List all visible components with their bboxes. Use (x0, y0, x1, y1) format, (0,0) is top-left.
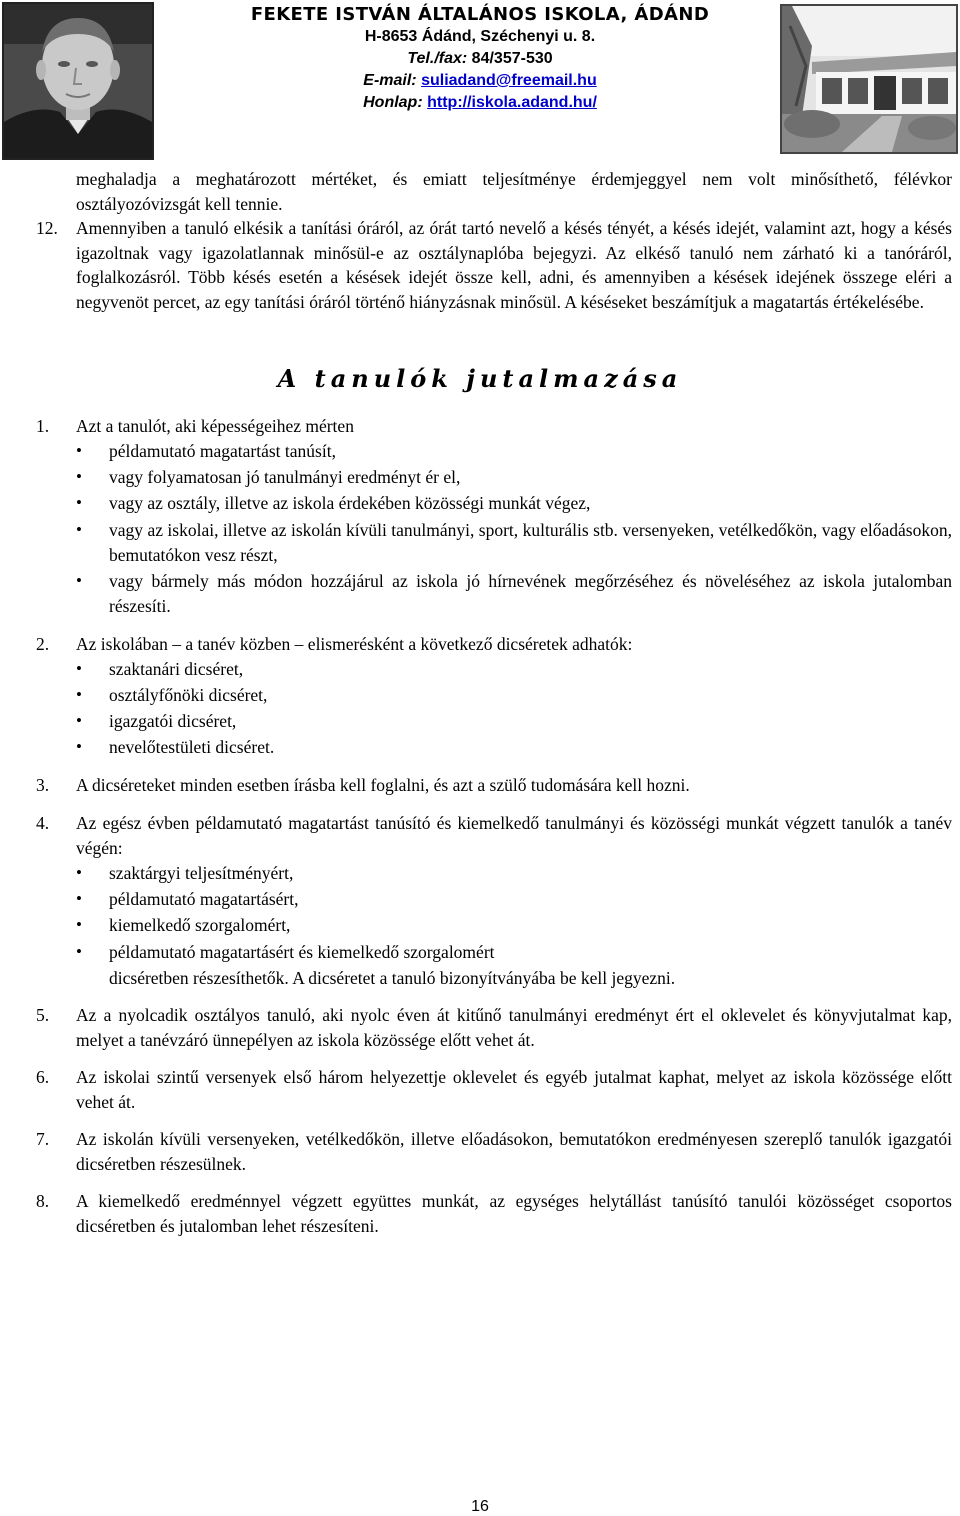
letterhead (190, 4, 770, 114)
phone-label: Tel./fax: (407, 50, 468, 67)
bullet-glyph: • (76, 441, 82, 460)
item-number-2: 2. (36, 634, 50, 654)
website-label: Honlap: (363, 94, 423, 111)
bullet-glyph: • (76, 942, 82, 961)
page-number: 16 (471, 1498, 489, 1515)
bullet-glyph: • (76, 467, 82, 486)
item-1-bullet-3: vagy az osztály, illetve az iskola érdekében közösségi munkát végez, (109, 493, 591, 513)
item-4-tail: dicséretben részesíthetők. A dicséretet a tanuló bizonyítványába be kell jegyezni. (109, 968, 676, 988)
item-1-lead: Azt a tanulót, aki képességeihez mérten (76, 416, 354, 436)
bullet-glyph: • (76, 737, 82, 756)
phone-value: 84/357-530 (471, 50, 553, 67)
school-phone (190, 48, 770, 70)
item-7-text: Az iskolán kívüli versenyeken, vetélkedőkön, illetve előadásokon, bemutatókon eredményesen szereplő tanulók igazgatói dicséretben részesülnek. (76, 1129, 952, 1174)
bullet-glyph: • (76, 889, 82, 908)
school-name: FEKETE ISTVÁN ÁLTALÁNOS ISKOLA, ÁDÁND (250, 4, 710, 25)
item-2-bullet-2: osztályfőnöki dicséret, (109, 685, 268, 705)
school-email (190, 70, 770, 92)
website-link[interactable]: http://iskola.adand.hu/ (427, 94, 597, 111)
item-2-bullet-1: szaktanári dicséret, (109, 659, 244, 679)
school-building-photo (780, 4, 958, 154)
item-5-text: Az a nyolcadik osztályos tanuló, aki nyolc éven át kitűnő tanulmányi eredményt ért el oklevelet és könyvjutalmat kap, melyet a tanévzáró ünnepélyen az iskola közössége előtt vehet át. (76, 1005, 952, 1050)
bullet-glyph: • (76, 571, 82, 590)
item-number-7: 7. (36, 1129, 50, 1149)
bullet-glyph: • (76, 711, 82, 730)
item-4-bullet-3: kiemelkedő szorgalomért, (109, 915, 291, 935)
item-8-text: A kiemelkedő eredménnyel végzett együttes munkát, az egységes helytállást tanúsító tanulói közösséget csoportos dicséretben és jutalomban lehet részesíteni. (76, 1191, 952, 1236)
item-4-bullet-2: példamutató magatartásért, (109, 889, 299, 909)
section-heading: A tanulók jutalmazása (277, 364, 683, 393)
item-1-bullet-4: vagy az iskolai, illetve az iskolán kívüli tanulmányi, sport, kulturális stb. versenyeken, vetélkedőkön, vagy előadásokon, bemutatókon vesz részt, (109, 520, 952, 565)
email-label: E-mail: (363, 72, 417, 89)
item-number-1: 1. (36, 416, 50, 436)
item-1-bullet-5: vagy bármely más módon hozzájárul az iskola jó hírnevének megőrzéséhez és növeléséhez az iskola jutalomban részesíti. (109, 571, 952, 616)
item-4-lead: Az egész évben példamutató magatartást tanúsító és kiemelkedő tanulmányi és közösségi munkát végzett tanulók a tanév végén: (76, 813, 952, 858)
bullet-glyph: • (76, 915, 82, 934)
portrait-image (2, 2, 154, 160)
item-12-text: Amennyiben a tanuló elkésik a tanítási óráról, az órát tartó nevelő a késés tényét, a késés idejét, valamint azt, hogy a késés igazoltnak vagy igazolatlannak minősül-e az osztálynaplóba bejegyzi. Az elkéső tanuló nem zárható ki a tanóráról, foglalkozásról. Több késés esetén a késések idejét össze kell, adni, és amennyiben a késések idejének összege eléri a negyvenöt percet, az egy tanítási óráról történő hiányzásnak minősül. A késéseket beszámítjuk a magatartás értékelésébe. (76, 218, 952, 312)
school-address: H-8653 Ádánd, Széchenyi u. 8. (364, 28, 596, 45)
item-2-bullet-4: nevelőtestületi dicséret. (109, 737, 275, 757)
item-number-4: 4. (36, 813, 50, 833)
item-6-text: Az iskolai szintű versenyek első három helyezettje oklevelet és egyéb jutalmat kaphat, melyet az iskola közössége előtt vehet át. (76, 1067, 952, 1112)
item-number-8: 8. (36, 1191, 50, 1211)
bullet-glyph: • (76, 685, 82, 704)
item-1-bullet-2: vagy folyamatosan jó tanulmányi eredményt ér el, (109, 467, 461, 487)
item-number-5: 5. (36, 1005, 50, 1025)
item-4-bullet-4: példamutató magatartásért és kiemelkedő szorgalomért (109, 942, 495, 962)
bullet-glyph: • (76, 520, 82, 539)
item-number-6: 6. (36, 1067, 50, 1087)
item-number-3: 3. (36, 775, 50, 795)
bullet-glyph: • (76, 863, 82, 882)
item-number-12: 12. (36, 218, 58, 238)
item-2-lead: Az iskolában – a tanév közben – elismerésként a következő dicséretek adhatók: (76, 634, 633, 654)
item-3-text: A dicséreteket minden esetben írásba kell foglalni, és azt a szülő tudomására kell hozni. (76, 775, 690, 795)
item-2-bullet-3: igazgatói dicséret, (109, 711, 237, 731)
continuation-paragraph: meghaladja a meghatározott mértéket, és emiatt teljesítménye érdemjeggyel nem volt minősíthető, félévkor osztályozóvizsgát kell tennie. (76, 169, 952, 214)
bullet-glyph: • (76, 659, 82, 678)
item-1-bullet-1: példamutató magatartást tanúsít, (109, 441, 336, 461)
bullet-glyph: • (76, 493, 82, 512)
item-4-bullet-1: szaktárgyi teljesítményért, (109, 863, 294, 883)
email-link[interactable]: suliadand@freemail.hu (421, 72, 597, 89)
school-website (190, 92, 770, 114)
